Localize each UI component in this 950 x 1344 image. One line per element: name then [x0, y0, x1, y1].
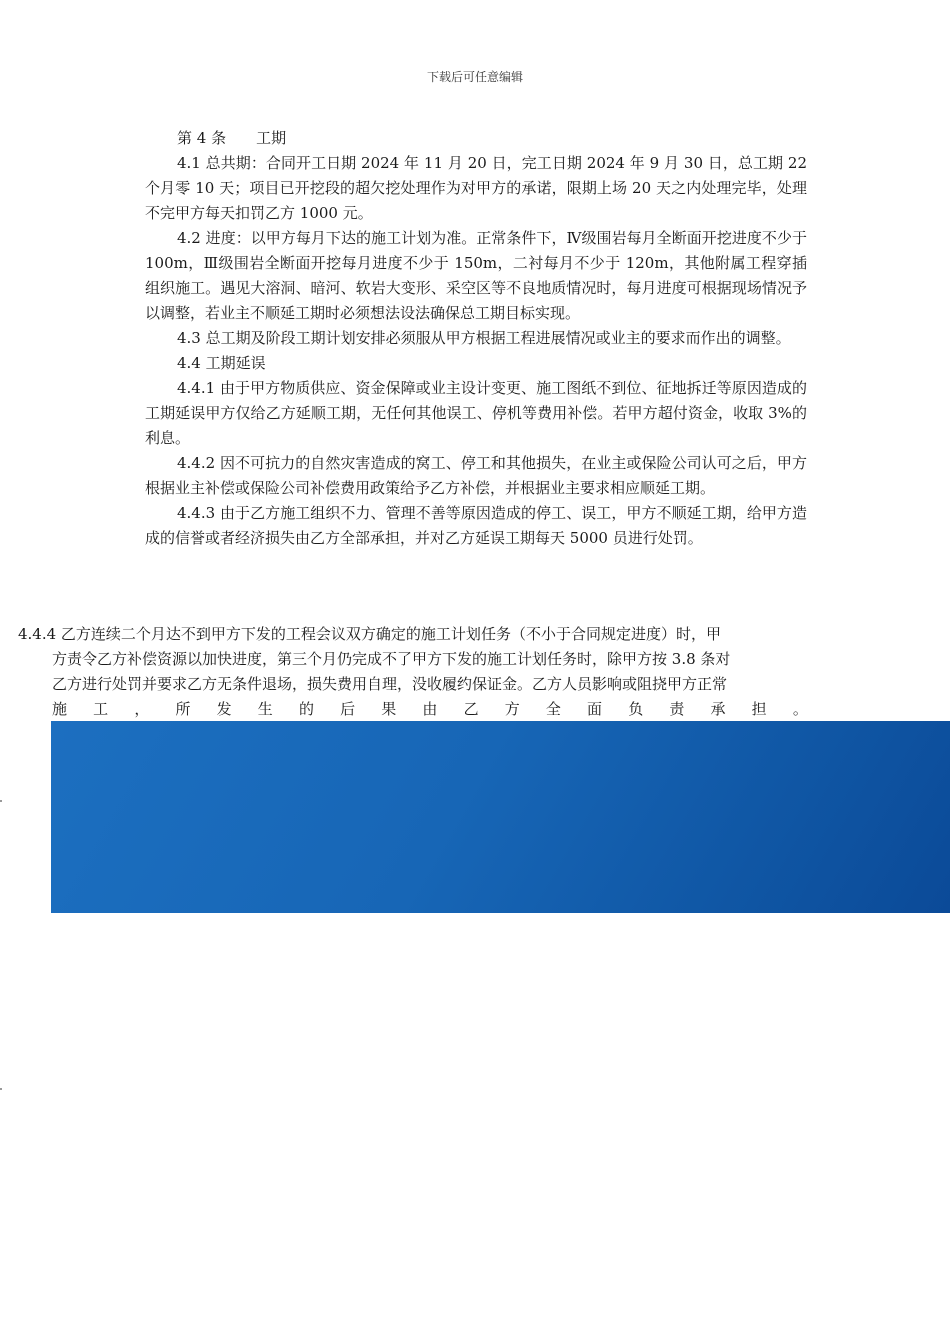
- justified-char: 责: [669, 700, 685, 718]
- paragraph-4-4-heading: 4.4 工期延误: [177, 354, 266, 372]
- justified-char: ，: [134, 700, 150, 718]
- justified-char: 担: [751, 700, 767, 718]
- document-body: [145, 126, 807, 551]
- justified-char: 的: [298, 700, 314, 718]
- justified-char: 乙: [463, 700, 479, 718]
- justified-char: 所: [175, 700, 191, 718]
- paragraph-4-4-4-line-1: 4.4.4 乙方连续二个月达不到甲方下发的工程会议双方确定的施工计划任务（不小于合同规定进度）时，甲: [18, 625, 721, 643]
- section-number: 第 4 条: [177, 129, 227, 147]
- page-header-note: 下载后可任意编辑: [426, 70, 523, 84]
- paragraph-4-4-4-line-2: 方责令乙方补偿资源以加快进度，第三个月仍完成不了甲方下发的施工计划任务时，除甲方按 3.8 条对: [52, 650, 731, 668]
- blue-banner-image: [51, 721, 950, 913]
- paragraph-4-3: 4.3 总工期及阶段工期计划安排必须服从甲方根据工程进展情况或业主的要求而作出的调整。: [177, 329, 791, 347]
- justified-char: 发: [216, 700, 232, 718]
- section-title: [145, 126, 807, 151]
- justified-char: 全: [545, 700, 561, 718]
- justified-char: 施: [52, 700, 68, 718]
- justified-char: 面: [587, 700, 603, 718]
- justified-char: 承: [710, 700, 726, 718]
- justified-char: 生: [257, 700, 273, 718]
- justified-char: 后: [340, 700, 356, 718]
- paragraph-4-1: 4.1 总共期：合同开工日期 2024 年 11 月 20 日，完工日期 2024 年 9 月 30 日，总工期 22 个月零 10 天；项目已开挖段的超欠挖处理作为对甲方的承诺，限期上场 20 天之内处理完毕，处理不完甲方每天扣罚乙方 1000 元。: [145, 154, 807, 222]
- justified-char: 。: [792, 700, 808, 718]
- paragraph-4-4-4-line-3: 乙方进行处罚并要求乙方无条件退场，损失费用自理，没收履约保证金。乙方人员影响或阻挠甲方正常: [52, 675, 728, 693]
- justified-char: 负: [628, 700, 644, 718]
- margin-mark: [0, 800, 2, 802]
- paragraph-4-4-4: [18, 622, 808, 722]
- paragraph-4-4-4-line-4: [52, 697, 808, 722]
- paragraph-4-4-3: 4.4.3 由于乙方施工组织不力、管理不善等原因造成的停工、误工，甲方不顺延工期，给甲方造成的信誉或者经济损失由乙方全部承担，并对乙方延误工期每天 5000 员进行处罚。: [145, 504, 807, 547]
- paragraph-4-4-1: 4.4.1 由于甲方物质供应、资金保障或业主设计变更、施工图纸不到位、征地拆迁等原因造成的工期延误甲方仅给乙方延顺工期，无任何其他误工、停机等费用补偿。若甲方超付资金，收取 3%的利息。: [145, 379, 807, 447]
- paragraph-4-4-2: 4.4.2 因不可抗力的自然灾害造成的窝工、停工和其他损失，在业主或保险公司认可之后，甲方根据业主补偿或保险公司补偿费用政策给予乙方补偿，并根据业主要求相应顺延工期。: [145, 454, 807, 497]
- justified-char: 工: [93, 700, 109, 718]
- justified-char: 果: [381, 700, 397, 718]
- section-heading: 工期: [256, 129, 287, 147]
- justified-char: 方: [504, 700, 520, 718]
- margin-mark: [0, 1088, 2, 1090]
- justified-char: 由: [422, 700, 438, 718]
- paragraph-4-2: 4.2 进度：以甲方每月下达的施工计划为准。正常条件下，Ⅳ级围岩每月全断面开挖进度不少于 100m，Ⅲ级围岩全断面开挖每月进度不少于 150m，二衬每月不少于 120m，其他附属工程穿插组织施工。遇见大溶洞、暗河、软岩大变形、采空区等不良地质情况时，每月进度可根据现场情况予以调整，若业主不顺延工期时必须想法设法确保总工期目标实现。: [145, 229, 807, 322]
